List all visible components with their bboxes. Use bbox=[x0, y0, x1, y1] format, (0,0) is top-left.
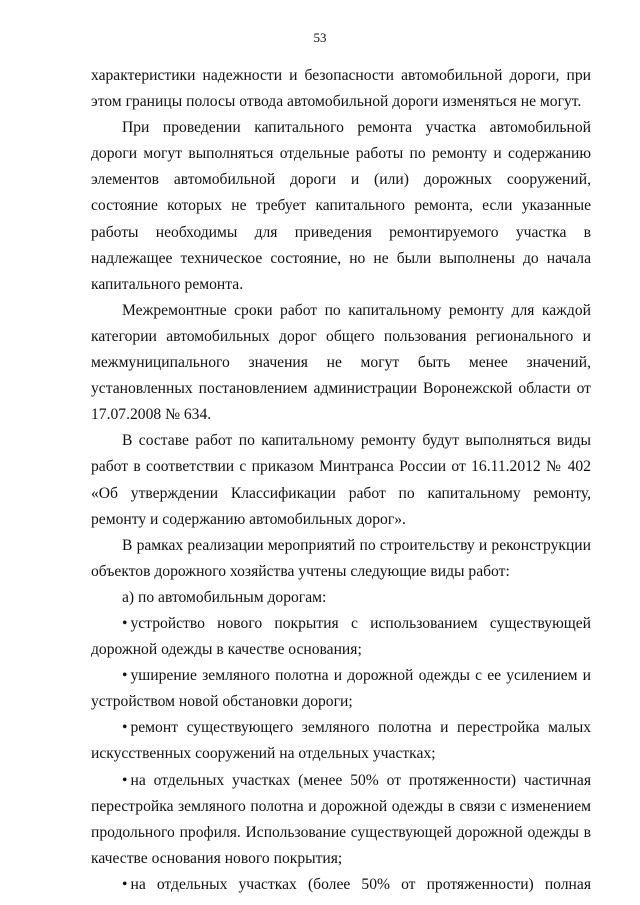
bullet-text: устройство нового покрытия с использованием существующей дорожной одежды в качестве основания; bbox=[91, 614, 591, 659]
bullet-text: ремонт существующего земляного полотна и перестройка малых искусственных сооружений на отдельных участках; bbox=[91, 719, 591, 763]
bullet-item bbox=[91, 872, 591, 898]
bullet-item bbox=[91, 663, 591, 715]
bullet-text: на отдельных участках (менее 50% от протяженности) частичная перестройка земляного полотна и дорожной одежды в связи с изменением продольного профиля. Использование существующей дорожной одежды в качестве основания нового покрытия; bbox=[91, 771, 591, 867]
paragraph: В составе работ по капитальному ремонту будут выполняться виды работ в соответствии с приказом Минтранса России от 16.11.2012 № 402 «Об утверждении Классификации работ по капитальному ремонту, ремонту и содержанию автомобильных дорог». bbox=[91, 432, 591, 528]
paragraph: В рамках реализации мероприятий по строительству и реконструкции объектов дорожного хозяйства учтены следующие виды работ: bbox=[91, 536, 591, 580]
page-number: 53 bbox=[313, 30, 327, 45]
bullet-item bbox=[91, 768, 591, 872]
bullet-marker: • bbox=[122, 719, 128, 737]
bullet-marker: • bbox=[122, 771, 128, 789]
bullet-marker: • bbox=[122, 614, 128, 632]
paragraph: Межремонтные сроки работ по капитальному ремонту для каждой категории автомобильных дорог общего пользования регионального и межмуниципального значения не могут быть менее значений, установленных постановлением администрации Воронежской области от 17.07.2008 № 634. bbox=[91, 301, 591, 424]
bullet-text: уширение земляного полотна и дорожной одежды с ее усилением и устройством новой обстановки дороги; bbox=[91, 667, 591, 711]
bullet-marker: • bbox=[122, 875, 128, 893]
body-text bbox=[91, 63, 591, 898]
bullet-item bbox=[91, 715, 591, 767]
list-heading: а) по автомобильным дорогам: bbox=[122, 588, 327, 606]
bullet-item bbox=[91, 611, 591, 663]
paragraph: характеристики надежности и безопасности автомобильной дороги, при этом границы полосы отвода автомобильной дороги изменяться не могут. bbox=[91, 67, 591, 111]
bullet-text: на отдельных участках (более 50% от протяженности) полная bbox=[130, 875, 591, 893]
paragraph: При проведении капитального ремонта участка автомобильной дороги могут выполняться отдельные работы по ремонту и содержанию элементов автомобильной дороги и (или) дорожных сооружений, состояние которых не требует капитального ремонта, если указанные работы необходимы для приведения ремонтируемого участка в надлежащее техническое состояние, но не были выполнены до начала капитального ремонта. bbox=[91, 119, 591, 293]
bullet-marker: • bbox=[122, 667, 128, 685]
